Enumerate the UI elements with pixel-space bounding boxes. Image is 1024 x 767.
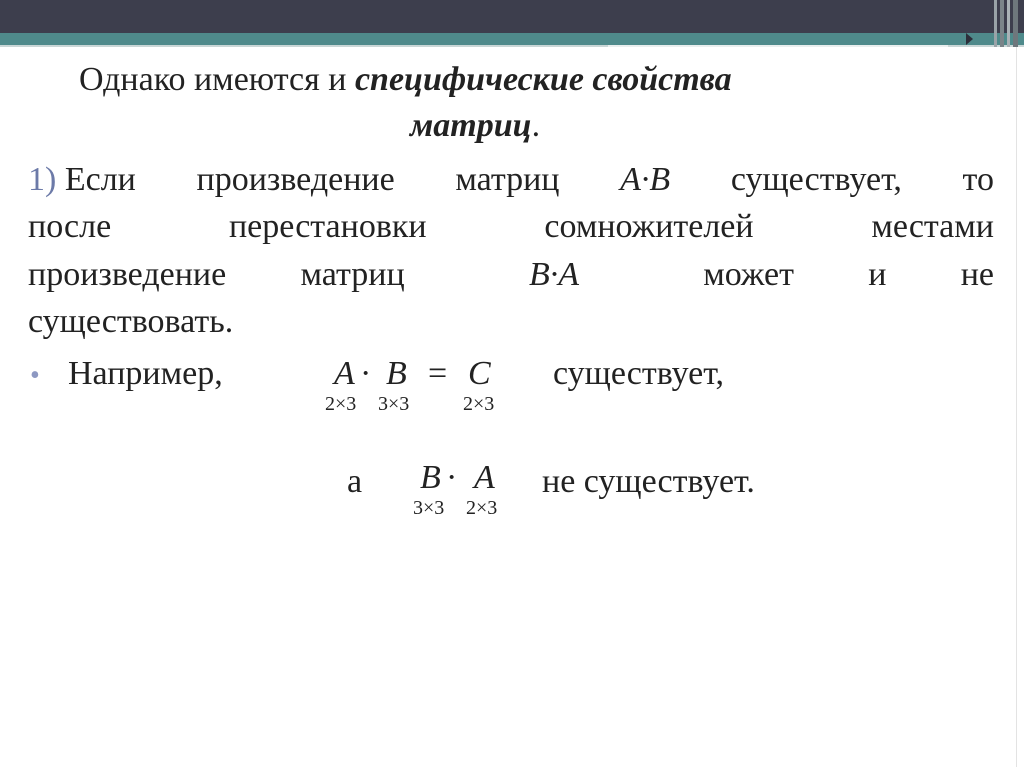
dimension-label: 2×3 — [325, 393, 357, 415]
math-symbol: A — [474, 459, 495, 496]
word: сомножителей — [544, 208, 754, 245]
math-expression: B·A — [528, 256, 579, 293]
dimension-label: 2×3 — [463, 393, 495, 415]
header-stripe — [1007, 0, 1010, 47]
word: может — [703, 256, 794, 293]
item1-row-1 — [28, 160, 994, 200]
header-highlight — [608, 45, 948, 47]
math-operator: = — [428, 355, 448, 392]
second-prefix: а — [347, 463, 363, 500]
word: матриц — [455, 161, 560, 198]
word: перестановки — [228, 208, 427, 245]
math-operator: · — [360, 355, 372, 392]
word: не — [960, 256, 994, 293]
item-number: 1) — [28, 161, 57, 198]
math-expression: A·B — [620, 161, 671, 198]
intro-emphasis: специфические свойства — [354, 61, 732, 98]
second-suffix: не существует. — [542, 463, 755, 500]
intro-line-2 — [410, 106, 540, 146]
word: то — [962, 161, 994, 198]
dimension-label: 3×3 — [378, 393, 410, 415]
dimension-label: 3×3 — [413, 497, 445, 519]
item1-first — [28, 160, 136, 200]
header-stripe — [1013, 0, 1018, 47]
slide-edge — [1016, 47, 1017, 767]
dimension-label: 2×3 — [466, 497, 498, 519]
math-symbol: C — [468, 355, 491, 392]
intro-emphasis-2: матриц — [410, 107, 532, 144]
triangle-icon — [966, 33, 973, 45]
item1-row-4: существовать. — [28, 303, 234, 340]
word: произведение — [196, 161, 395, 198]
header-stripe — [994, 0, 997, 47]
word: существует, — [730, 161, 902, 198]
math-symbol: B — [386, 355, 407, 392]
word: после — [28, 208, 112, 245]
word: местами — [871, 208, 994, 245]
word: матриц — [300, 256, 405, 293]
word: произведение — [28, 256, 227, 293]
math-operator: · — [446, 459, 458, 496]
intro-line-1 — [79, 60, 732, 100]
item1-row-2 — [28, 207, 994, 247]
example-suffix: существует, — [553, 355, 725, 392]
word: и — [868, 256, 887, 293]
intro-period: . — [531, 107, 541, 144]
math-symbol: B — [420, 459, 441, 496]
example-label: Например, — [68, 355, 223, 392]
math-symbol: A — [334, 355, 355, 392]
word: Если — [64, 161, 136, 198]
header-stripe — [1000, 0, 1004, 47]
header-bar — [0, 0, 1024, 33]
item1-row-3 — [28, 255, 994, 295]
header-accent-bar — [0, 33, 1024, 45]
intro-text: Однако имеются и — [79, 61, 355, 98]
bullet-icon: • — [30, 360, 40, 391]
